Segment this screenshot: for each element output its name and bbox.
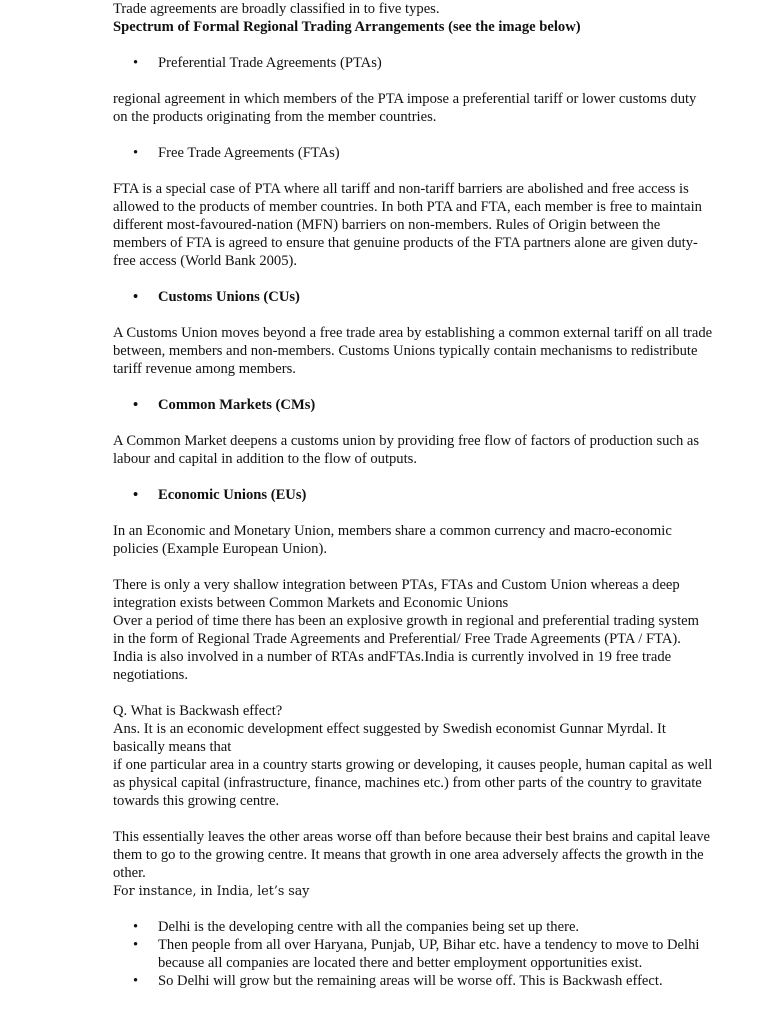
- cm-description: A Common Market deepens a customs union by providing free flow of factors of production such as labour and capital in addition to the flow of outputs.: [113, 433, 700, 467]
- bullet-cu-title: • Customs Unions (CUs): [113, 288, 713, 306]
- backwash-explanation: if one particular area in a country starts growing or developing, it causes people, human capital as well as physical capital (infrastructure, finance, machines etc.) from other parts of the country to gravitate towards this growing centre.: [113, 757, 713, 809]
- bullet-eu-title: • Economic Unions (EUs): [113, 486, 713, 504]
- cu-description: A Customs Union moves beyond a free trade area by establishing a common external tariff on all trade between, members and non-members. Customs Unions typically contain mechanisms to redistribute tariff revenue among members.: [113, 325, 713, 377]
- list-item: • So Delhi will grow but the remaining areas will be worse off. This is Backwash effect.: [113, 972, 713, 990]
- intro-text: Trade agreements are broadly classified in to five types.: [113, 1, 440, 17]
- list-item: • Then people from all over Haryana, Punjab, UP, Bihar etc. have a tendency to move to Delhi because all companies are located there and better employment opportunities exist.: [113, 936, 713, 972]
- bullet-cm-title: • Common Markets (CMs): [113, 396, 713, 414]
- integration-line-3: India is also involved in a number of RTAs andFTAs.India is currently involved in 19 free trade negotiations.: [113, 649, 672, 683]
- backwash-answer: Ans. It is an economic development effect suggested by Swedish economist Gunnar Myrdal. It basically means that: [113, 721, 666, 755]
- list-item: • Delhi is the developing centre with all the companies being set up there.: [113, 918, 713, 936]
- pta-description: regional agreement in which members of the PTA impose a preferential tariff or lower customs duty on the products originating from the member countries.: [113, 91, 697, 125]
- backwash-question: Q. What is Backwash effect?: [113, 703, 283, 719]
- integration-line-1: There is only a very shallow integration between PTAs, FTAs and Custom Union whereas a deep integration exists between Common Markets and Economic Unions: [113, 577, 680, 611]
- document-page: [113, 0, 713, 990]
- bullet-pta-title: • Preferential Trade Agreements (PTAs): [113, 54, 713, 72]
- bullet-fta-title: • Free Trade Agreements (FTAs): [113, 144, 713, 162]
- backwash-consequence: This essentially leaves the other areas worse off than before because their best brains and capital leave them to go to the growing centre. It means that growth in one area adversely affects the growth in the other.: [113, 829, 711, 881]
- fta-description: FTA is a special case of PTA where all tariff and non-tariff barriers are abolished and free access is allowed to the products of member countries. In both PTA and FTA, each member is free to maintain different most-favoured-nation (MFN) barriers on non-members. Rules of Origin between the members of FTA is agreed to ensure that genuine products of the FTA partners alone are given duty-free access (World Bank 2005).: [113, 181, 702, 269]
- integration-line-2: Over a period of time there has been an explosive growth in regional and preferential trading system in the form of Regional Trade Agreements and Preferential/ Free Trade Agreements (PTA / FTA).: [113, 613, 699, 647]
- section-heading: Spectrum of Formal Regional Trading Arrangements (see the image below): [113, 19, 581, 35]
- eu-description: In an Economic and Monetary Union, members share a common currency and macro-economic policies (Example European Union).: [113, 523, 672, 557]
- backwash-instance: For instance, in India, let’s say: [113, 883, 310, 898]
